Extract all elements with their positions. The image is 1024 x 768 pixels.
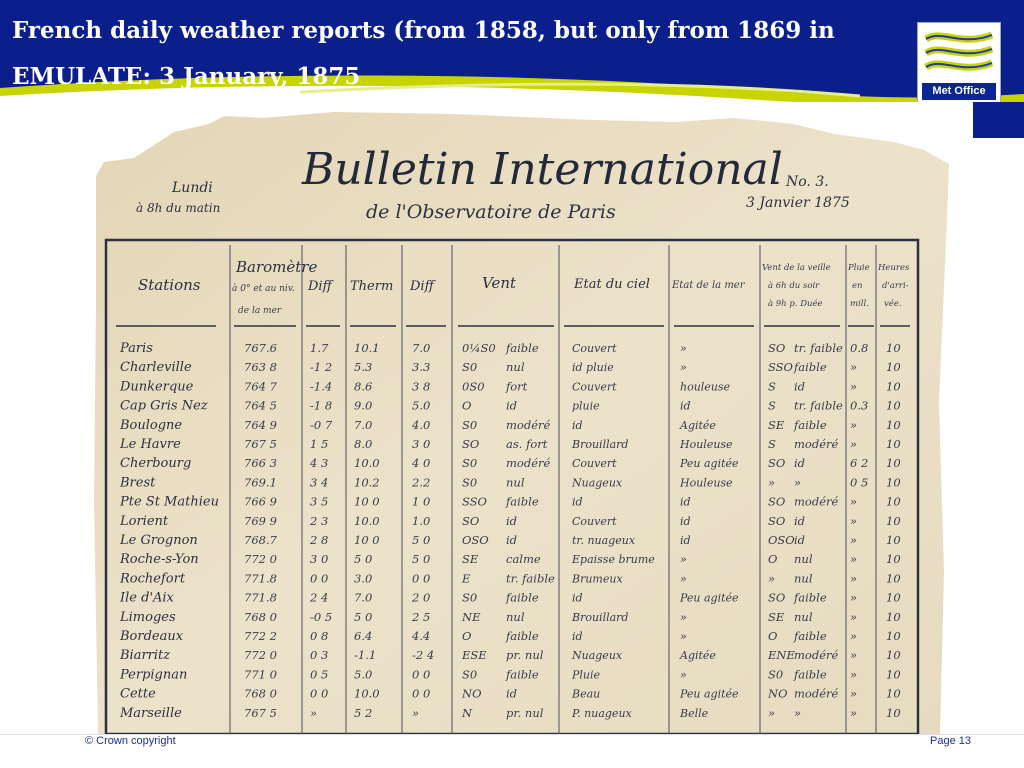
station-cell: Cherbourg bbox=[120, 456, 192, 472]
pressure-cell: 771.8 bbox=[244, 571, 277, 586]
sky-cell: Pluie bbox=[572, 668, 601, 682]
temperature-diff-cell: 5 0 bbox=[412, 552, 431, 567]
pressure-diff-cell: 0 0 bbox=[310, 571, 329, 586]
col-barometre-sub2: de la mer bbox=[238, 306, 282, 316]
col-barometre-sub1: à 0° et au niv. bbox=[232, 284, 295, 294]
wind-force-cell: modéré bbox=[506, 456, 551, 471]
prev-wind-direction-cell: S0 bbox=[768, 667, 784, 682]
prev-wind-force-cell: faible bbox=[794, 667, 827, 682]
rain-cell: » bbox=[850, 686, 858, 701]
sky-cell: Brumeux bbox=[572, 572, 623, 586]
header-right-band bbox=[973, 102, 1024, 138]
sea-cell: Belle bbox=[680, 706, 709, 720]
prev-wind-direction-cell: O bbox=[768, 552, 778, 567]
arrival-cell: 10 bbox=[886, 571, 901, 586]
station-cell: Lorient bbox=[120, 513, 169, 529]
col-vent-veille-2: à 6h du soir bbox=[768, 281, 820, 291]
pressure-diff-cell: 2 3 bbox=[310, 513, 329, 528]
sky-cell: id bbox=[572, 591, 583, 605]
wind-force-cell: id bbox=[506, 513, 518, 528]
temperature-diff-cell: 3.3 bbox=[412, 360, 431, 375]
sea-cell: id bbox=[680, 399, 691, 413]
pressure-diff-cell: 1.7 bbox=[310, 341, 329, 355]
title-line-2: EMULATE: 3 January, 1875 bbox=[12, 63, 361, 90]
pressure-diff-cell: -0 5 bbox=[310, 609, 333, 624]
prev-wind-direction-cell: » bbox=[768, 571, 776, 586]
wind-direction-cell: S0 bbox=[462, 667, 478, 682]
logo-wordmark: Met Office bbox=[922, 83, 996, 100]
arrival-cell: 10 bbox=[886, 360, 901, 375]
temperature-cell: 10.0 bbox=[354, 456, 380, 471]
pressure-cell: 772 2 bbox=[244, 629, 277, 643]
rain-cell: » bbox=[850, 379, 858, 394]
temperature-diff-cell: 5 0 bbox=[412, 533, 431, 547]
temperature-cell: 6.4 bbox=[354, 629, 373, 643]
rain-cell: » bbox=[850, 552, 858, 567]
temperature-cell: 7.0 bbox=[354, 417, 373, 432]
temperature-diff-cell: 3 0 bbox=[412, 437, 431, 451]
temperature-cell: 8.6 bbox=[354, 379, 373, 394]
wind-direction-cell: S0 bbox=[462, 475, 478, 490]
arrival-cell: 10 bbox=[886, 609, 901, 624]
wind-force-cell: faible bbox=[506, 667, 539, 682]
station-cell: Paris bbox=[120, 341, 153, 356]
sky-cell: pluie bbox=[572, 399, 600, 413]
arrival-cell: 10 bbox=[886, 629, 901, 643]
temperature-diff-cell: » bbox=[412, 705, 420, 720]
col-etat-mer: Etat de la mer bbox=[672, 280, 745, 291]
station-cell: Biarritz bbox=[120, 648, 171, 664]
arrival-cell: 10 bbox=[886, 341, 901, 355]
arrival-cell: 10 bbox=[886, 494, 901, 509]
temperature-cell: 10 0 bbox=[354, 494, 380, 509]
wind-force-cell: tr. faible bbox=[506, 571, 555, 586]
prev-wind-direction-cell: S bbox=[768, 379, 776, 394]
rain-cell: » bbox=[850, 705, 858, 720]
sky-cell: id bbox=[572, 418, 583, 432]
sea-cell: » bbox=[680, 342, 687, 355]
rain-cell: » bbox=[850, 360, 858, 375]
wind-direction-cell: 0¼S0 bbox=[462, 341, 496, 355]
prev-wind-direction-cell: SO bbox=[768, 341, 786, 355]
pressure-diff-cell: 1 5 bbox=[310, 437, 329, 451]
sea-cell: Agitée bbox=[680, 649, 716, 663]
wind-direction-cell: E bbox=[462, 571, 471, 586]
rain-cell: » bbox=[850, 667, 858, 682]
rain-cell: 0.8 bbox=[850, 341, 869, 355]
pressure-cell: 768 0 bbox=[244, 609, 277, 624]
rain-cell: » bbox=[850, 648, 858, 663]
bulletin-scan bbox=[34, 102, 973, 734]
wind-force-cell: faible bbox=[506, 629, 539, 643]
sky-cell: tr. nuageux bbox=[572, 534, 636, 547]
wind-force-cell: pr. nul bbox=[506, 648, 544, 663]
sky-cell: Beau bbox=[572, 687, 601, 701]
prev-wind-force-cell: id bbox=[794, 379, 806, 394]
station-cell: Pte St Mathieu bbox=[120, 494, 219, 510]
temperature-cell: 5 2 bbox=[354, 705, 373, 720]
col-heures-3: vée. bbox=[884, 299, 902, 309]
rain-cell: » bbox=[850, 533, 858, 547]
prev-wind-direction-cell: S bbox=[768, 398, 776, 413]
prev-wind-direction-cell: OSO bbox=[768, 533, 795, 547]
bulletin-number: No. 3. bbox=[786, 174, 829, 190]
sea-cell: » bbox=[680, 630, 687, 643]
wind-force-cell: faible bbox=[506, 341, 539, 355]
prev-wind-force-cell: tr. faible bbox=[794, 398, 843, 413]
arrival-cell: 10 bbox=[886, 590, 901, 605]
sky-cell: id pluie bbox=[572, 361, 614, 375]
pressure-cell: 772 0 bbox=[244, 552, 277, 567]
wind-force-cell: as. fort bbox=[506, 437, 548, 451]
pressure-cell: 771.8 bbox=[244, 590, 277, 605]
pressure-diff-cell: » bbox=[310, 705, 318, 720]
pressure-cell: 769 9 bbox=[244, 513, 277, 528]
wind-direction-cell: NE bbox=[462, 609, 481, 624]
pressure-diff-cell: -1.4 bbox=[310, 379, 333, 394]
pressure-cell: 763 8 bbox=[244, 360, 277, 375]
arrival-cell: 10 bbox=[886, 437, 901, 451]
rain-cell: 0.3 bbox=[850, 398, 869, 413]
col-vent-veille-3: à 9h p. Duée bbox=[768, 299, 823, 309]
wind-force-cell: modéré bbox=[506, 417, 551, 432]
col-therm-diff: Diff bbox=[410, 279, 434, 294]
wind-direction-cell: SE bbox=[462, 552, 479, 567]
pressure-cell: 767 5 bbox=[244, 705, 277, 720]
prev-wind-direction-cell: SO bbox=[768, 456, 786, 471]
sky-cell: id bbox=[572, 630, 583, 643]
temperature-diff-cell: 5.0 bbox=[412, 398, 431, 413]
pressure-diff-cell: 2 8 bbox=[310, 533, 329, 547]
col-vent-veille-1: Vent de la veille bbox=[762, 263, 831, 273]
wind-direction-cell: 0S0 bbox=[462, 379, 485, 394]
waves-icon bbox=[922, 27, 996, 81]
arrival-cell: 10 bbox=[886, 705, 901, 720]
bulletin-time: à 8h du matin bbox=[136, 201, 221, 215]
sky-cell: Couvert bbox=[572, 380, 617, 394]
wind-force-cell: calme bbox=[506, 552, 541, 567]
pressure-cell: 764 9 bbox=[244, 417, 277, 432]
prev-wind-direction-cell: SO bbox=[768, 590, 786, 605]
col-stations: Stations bbox=[138, 276, 201, 294]
copyright-text: © Crown copyright bbox=[85, 735, 176, 747]
temperature-cell: 9.0 bbox=[354, 398, 373, 413]
prev-wind-force-cell: modéré bbox=[794, 648, 839, 663]
station-cell: Cette bbox=[120, 686, 156, 702]
temperature-cell: 5 0 bbox=[354, 609, 373, 624]
slide-header bbox=[0, 0, 1024, 102]
prev-wind-force-cell: modéré bbox=[794, 494, 839, 509]
station-cell: Brest bbox=[120, 475, 156, 491]
wind-direction-cell: SSO bbox=[462, 494, 487, 509]
arrival-cell: 10 bbox=[886, 648, 901, 663]
wind-direction-cell: ESE bbox=[462, 648, 487, 663]
temperature-cell: 5 0 bbox=[354, 552, 373, 567]
sea-cell: » bbox=[680, 668, 687, 682]
col-pluie-2: en bbox=[852, 281, 863, 291]
temperature-diff-cell: 2 0 bbox=[412, 590, 431, 605]
arrival-cell: 10 bbox=[886, 552, 901, 567]
met-office-logo bbox=[917, 22, 1001, 102]
station-cell: Limoges bbox=[120, 609, 176, 625]
sea-cell: » bbox=[680, 610, 687, 624]
sea-cell: Peu agitée bbox=[680, 687, 739, 701]
station-cell: Le Havre bbox=[120, 437, 181, 452]
pressure-diff-cell: 3 5 bbox=[310, 494, 329, 509]
sky-cell: Couvert bbox=[572, 514, 617, 528]
temperature-diff-cell: -2 4 bbox=[412, 648, 435, 663]
pressure-cell: 768 0 bbox=[244, 686, 277, 701]
sea-cell: Houleuse bbox=[680, 438, 733, 451]
sea-cell: » bbox=[680, 553, 687, 567]
station-cell: Perpignan bbox=[120, 667, 188, 683]
wind-direction-cell: S0 bbox=[462, 456, 478, 471]
col-etat-ciel: Etat du ciel bbox=[574, 277, 650, 292]
rain-cell: » bbox=[850, 437, 858, 451]
temperature-diff-cell: 4.4 bbox=[412, 629, 431, 643]
wind-force-cell: nul bbox=[506, 360, 525, 375]
prev-wind-direction-cell: » bbox=[768, 705, 776, 720]
sky-cell: Couvert bbox=[572, 342, 617, 355]
sky-cell: Brouillard bbox=[572, 610, 629, 624]
temperature-cell: 10 0 bbox=[354, 533, 380, 547]
temperature-diff-cell: 0 0 bbox=[412, 686, 431, 701]
prev-wind-direction-cell: NO bbox=[768, 686, 788, 701]
title-line-1: French daily weather reports (from 1858, but only from 1869 in bbox=[12, 17, 835, 44]
prev-wind-force-cell: modéré bbox=[794, 437, 839, 451]
station-cell: Roche-s-Yon bbox=[120, 552, 199, 568]
pressure-cell: 768.7 bbox=[244, 533, 277, 547]
pressure-diff-cell: -1 8 bbox=[310, 398, 333, 413]
pressure-diff-cell: 0 3 bbox=[310, 648, 329, 663]
pressure-diff-cell: -0 7 bbox=[310, 417, 333, 432]
temperature-cell: 7.0 bbox=[354, 590, 373, 605]
prev-wind-direction-cell: SSO bbox=[768, 360, 793, 375]
sea-cell: » bbox=[680, 361, 687, 375]
temperature-cell: 10.0 bbox=[354, 686, 380, 701]
pressure-diff-cell: 0 8 bbox=[310, 629, 329, 643]
wind-direction-cell: OSO bbox=[462, 533, 489, 547]
pressure-cell: 764 5 bbox=[244, 398, 277, 413]
sky-cell: id bbox=[572, 495, 583, 509]
prev-wind-force-cell: id bbox=[794, 513, 806, 528]
temperature-diff-cell: 4 0 bbox=[412, 456, 431, 471]
col-pluie-1: Pluie bbox=[848, 263, 870, 273]
station-cell: Marseille bbox=[120, 705, 182, 721]
arrival-cell: 10 bbox=[886, 533, 901, 547]
wind-force-cell: nul bbox=[506, 609, 525, 624]
pressure-diff-cell: -1 2 bbox=[310, 360, 333, 375]
sky-cell: Nuageux bbox=[572, 649, 623, 663]
rain-cell: » bbox=[850, 571, 858, 586]
rain-cell: 0 5 bbox=[850, 475, 869, 490]
wind-force-cell: nul bbox=[506, 475, 525, 490]
wind-direction-cell: S0 bbox=[462, 360, 478, 375]
prev-wind-direction-cell: SO bbox=[768, 494, 786, 509]
prev-wind-force-cell: faible bbox=[794, 629, 827, 643]
temperature-cell: -1.1 bbox=[354, 648, 377, 663]
prev-wind-direction-cell: ENE bbox=[768, 648, 795, 663]
wind-force-cell: id bbox=[506, 686, 518, 701]
wind-direction-cell: SO bbox=[462, 437, 480, 451]
rain-cell: 6 2 bbox=[850, 456, 869, 471]
col-heures-2: d'arri- bbox=[882, 281, 909, 291]
col-therm: Therm bbox=[350, 279, 394, 294]
sky-cell: Brouillard bbox=[572, 438, 629, 451]
rain-cell: » bbox=[850, 417, 858, 432]
slide-title bbox=[12, 8, 892, 100]
prev-wind-force-cell: faible bbox=[794, 360, 827, 375]
col-barometre-diff: Diff bbox=[308, 279, 332, 294]
bulletin-subheading: de l'Observatoire de Paris bbox=[366, 201, 616, 223]
sky-cell: Epaisse brume bbox=[572, 553, 655, 567]
prev-wind-direction-cell: S bbox=[768, 437, 776, 451]
col-barometre: Baromètre bbox=[236, 258, 318, 276]
prev-wind-force-cell: nul bbox=[794, 609, 813, 624]
sea-cell: » bbox=[680, 572, 687, 586]
temperature-diff-cell: 4.0 bbox=[412, 417, 431, 432]
sea-cell: id bbox=[680, 514, 691, 528]
temperature-cell: 3.0 bbox=[354, 571, 373, 586]
temperature-cell: 10.2 bbox=[354, 475, 380, 490]
sky-cell: Nuageux bbox=[572, 476, 623, 490]
temperature-diff-cell: 2 5 bbox=[412, 609, 431, 624]
sea-cell: Agitée bbox=[680, 418, 716, 432]
station-cell: Boulogne bbox=[120, 417, 183, 433]
pressure-cell: 771 0 bbox=[244, 667, 277, 682]
pressure-diff-cell: 0 0 bbox=[310, 686, 329, 701]
sky-cell: P. nuageux bbox=[572, 706, 632, 720]
prev-wind-direction-cell: SE bbox=[768, 417, 785, 432]
temperature-diff-cell: 7.0 bbox=[412, 341, 431, 355]
rain-cell: » bbox=[850, 629, 858, 643]
temperature-diff-cell: 0 0 bbox=[412, 571, 431, 586]
prev-wind-force-cell: nul bbox=[794, 571, 813, 586]
prev-wind-force-cell: nul bbox=[794, 552, 813, 567]
pressure-cell: 764 7 bbox=[244, 379, 277, 394]
wind-force-cell: fort bbox=[506, 379, 528, 394]
wind-direction-cell: NO bbox=[462, 686, 482, 701]
temperature-diff-cell: 0 0 bbox=[412, 667, 431, 682]
wind-direction-cell: SO bbox=[462, 513, 480, 528]
temperature-cell: 5.0 bbox=[354, 667, 373, 682]
bulletin-date: 3 Janvier 1875 bbox=[746, 195, 850, 211]
prev-wind-direction-cell: SO bbox=[768, 513, 786, 528]
wind-direction-cell: S0 bbox=[462, 417, 478, 432]
prev-wind-direction-cell: » bbox=[768, 475, 776, 490]
station-cell: Le Grognon bbox=[120, 533, 198, 548]
bulletin-day: Lundi bbox=[172, 180, 213, 196]
arrival-cell: 10 bbox=[886, 398, 901, 413]
temperature-diff-cell: 1 0 bbox=[412, 494, 431, 509]
prev-wind-direction-cell: O bbox=[768, 629, 778, 643]
prev-wind-force-cell: » bbox=[794, 475, 802, 490]
sea-cell: Peu agitée bbox=[680, 591, 739, 605]
arrival-cell: 10 bbox=[886, 379, 901, 394]
temperature-diff-cell: 3 8 bbox=[412, 379, 431, 394]
temperature-cell: 8.0 bbox=[354, 437, 373, 451]
pressure-cell: 766 9 bbox=[244, 494, 277, 509]
sea-cell: Houleuse bbox=[680, 476, 733, 490]
prev-wind-force-cell: modéré bbox=[794, 686, 839, 701]
station-cell: Dunkerque bbox=[120, 379, 194, 395]
temperature-cell: 10.1 bbox=[354, 341, 380, 355]
pressure-cell: 767.6 bbox=[244, 341, 277, 355]
page-number: Page 13 bbox=[930, 735, 971, 747]
wind-force-cell: id bbox=[506, 533, 518, 547]
pressure-cell: 767 5 bbox=[244, 437, 277, 451]
col-vent: Vent bbox=[482, 274, 517, 292]
sea-cell: houleuse bbox=[680, 380, 731, 394]
rain-cell: » bbox=[850, 609, 858, 624]
sky-cell: Couvert bbox=[572, 457, 617, 471]
prev-wind-force-cell: » bbox=[794, 705, 802, 720]
arrival-cell: 10 bbox=[886, 513, 901, 528]
temperature-cell: 5.3 bbox=[354, 360, 373, 375]
wind-direction-cell: O bbox=[462, 398, 472, 413]
wind-direction-cell: O bbox=[462, 629, 472, 643]
prev-wind-force-cell: id bbox=[794, 533, 806, 547]
arrival-cell: 10 bbox=[886, 417, 901, 432]
pressure-cell: 772 0 bbox=[244, 648, 277, 663]
pressure-cell: 769.1 bbox=[244, 475, 277, 490]
station-cell: Ile d'Aix bbox=[120, 590, 174, 606]
wind-force-cell: pr. nul bbox=[506, 705, 544, 720]
wind-force-cell: faible bbox=[506, 590, 539, 605]
arrival-cell: 10 bbox=[886, 686, 901, 701]
sea-cell: id bbox=[680, 495, 691, 509]
pressure-diff-cell: 4 3 bbox=[310, 456, 329, 471]
prev-wind-force-cell: tr. faible bbox=[794, 341, 843, 355]
wind-force-cell: faible bbox=[506, 494, 539, 509]
wind-direction-cell: N bbox=[462, 705, 473, 720]
rain-cell: » bbox=[850, 494, 858, 509]
col-pluie-3: mill. bbox=[850, 299, 869, 309]
prev-wind-direction-cell: SE bbox=[768, 609, 785, 624]
station-cell: Charleville bbox=[120, 360, 192, 376]
temperature-cell: 10.0 bbox=[354, 513, 380, 528]
pressure-diff-cell: 3 4 bbox=[310, 475, 329, 490]
pressure-diff-cell: 2 4 bbox=[310, 590, 329, 605]
temperature-diff-cell: 2.2 bbox=[412, 475, 431, 490]
wind-force-cell: id bbox=[506, 398, 518, 413]
prev-wind-force-cell: faible bbox=[794, 590, 827, 605]
station-cell: Bordeaux bbox=[120, 629, 184, 644]
bulletin-heading: Bulletin International bbox=[302, 144, 783, 195]
station-cell: Rochefort bbox=[120, 571, 186, 587]
rain-cell: » bbox=[850, 513, 858, 528]
pressure-diff-cell: 3 0 bbox=[310, 552, 329, 567]
pressure-cell: 766 3 bbox=[244, 456, 277, 471]
pressure-diff-cell: 0 5 bbox=[310, 667, 329, 682]
arrival-cell: 10 bbox=[886, 456, 901, 471]
rain-cell: » bbox=[850, 590, 858, 605]
temperature-diff-cell: 1.0 bbox=[412, 513, 431, 528]
sea-cell: Peu agitée bbox=[680, 457, 739, 471]
wind-direction-cell: S0 bbox=[462, 590, 478, 605]
station-cell: Cap Gris Nez bbox=[120, 398, 208, 414]
arrival-cell: 10 bbox=[886, 667, 901, 682]
sea-cell: id bbox=[680, 534, 691, 547]
prev-wind-force-cell: faible bbox=[794, 417, 827, 432]
prev-wind-force-cell: id bbox=[794, 456, 806, 471]
arrival-cell: 10 bbox=[886, 475, 901, 490]
col-heures-1: Heures bbox=[878, 263, 910, 273]
